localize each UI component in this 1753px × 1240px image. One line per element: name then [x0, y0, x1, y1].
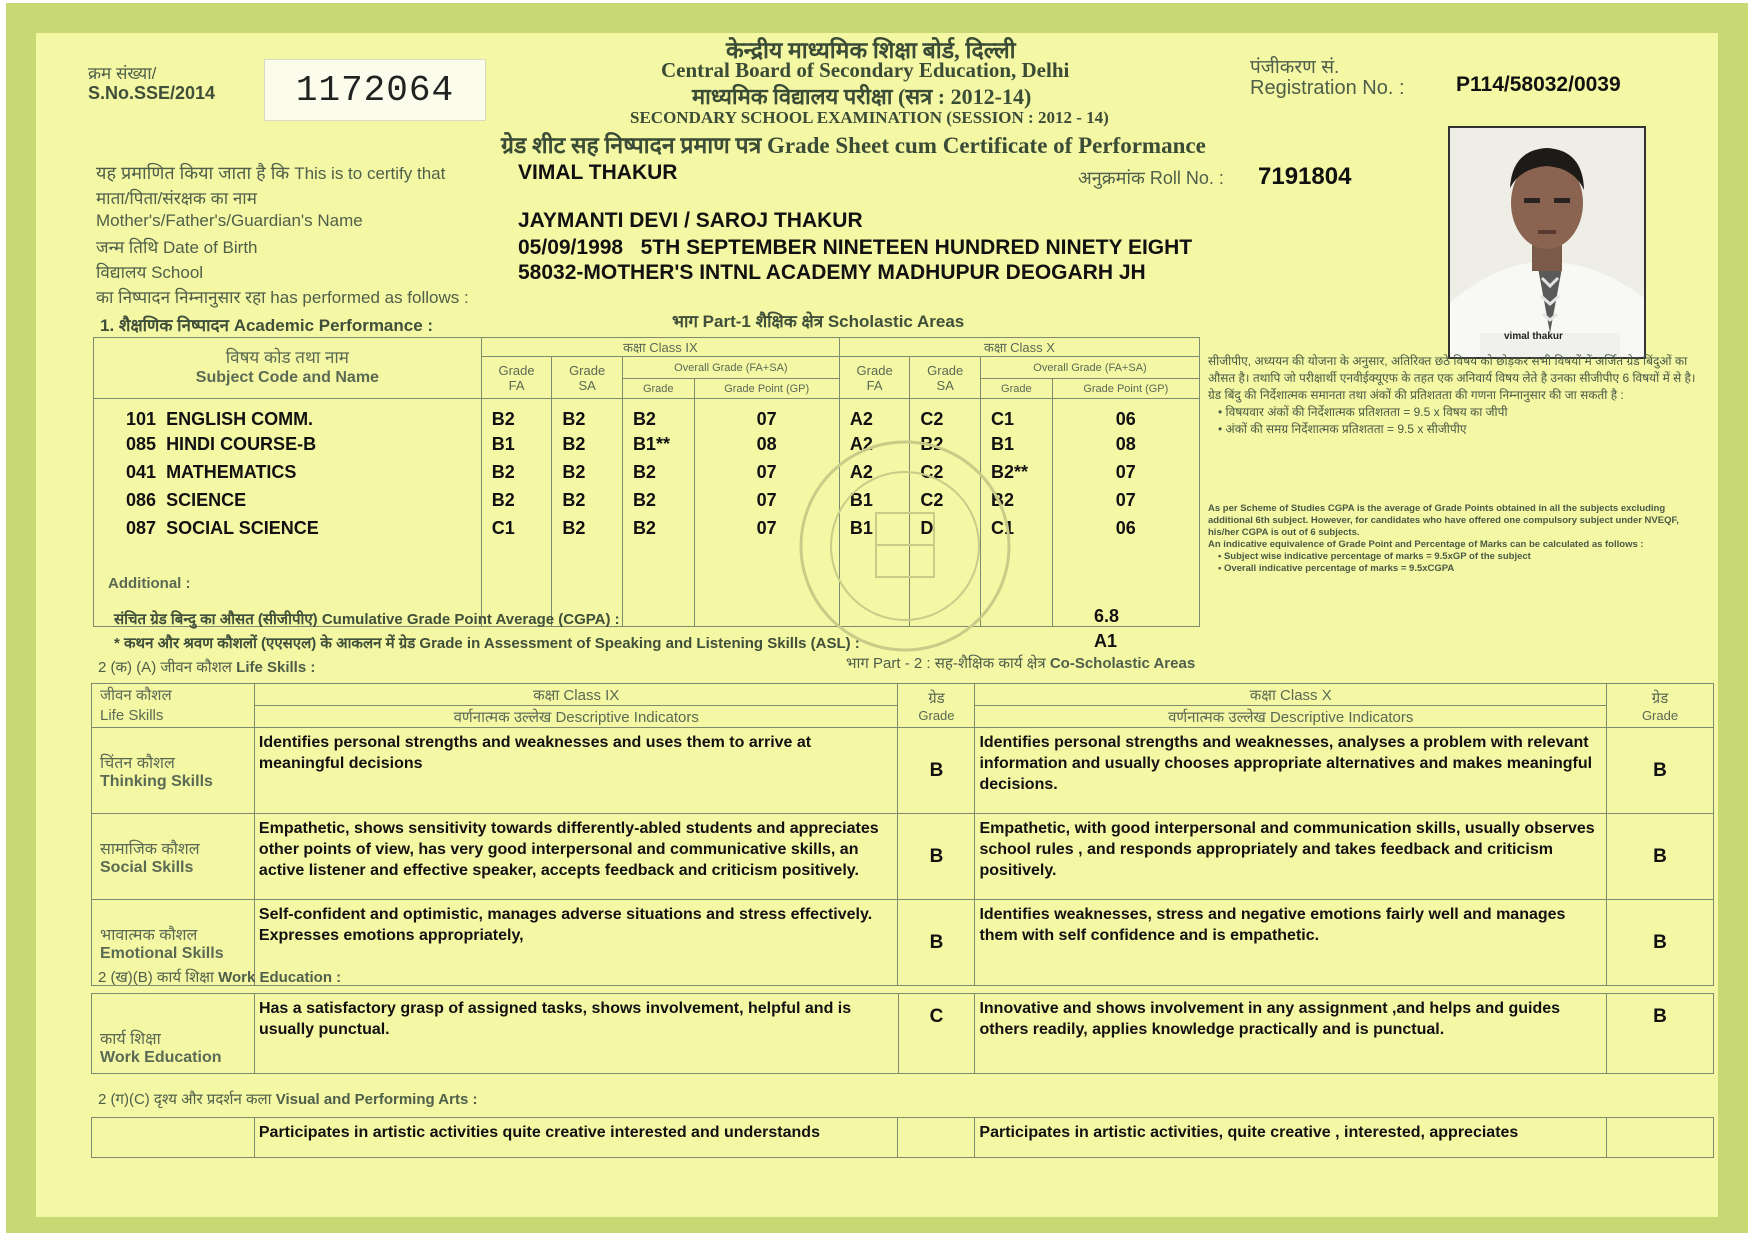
grade-class10: B	[1607, 728, 1714, 814]
grade-cell: B2	[552, 514, 623, 542]
grade-label: Grade	[927, 362, 964, 378]
subject-col-en: Subject Code and Name	[195, 369, 379, 386]
grade-cell: B2**	[981, 458, 1053, 486]
skill-label-en: Emotional Skills	[100, 944, 224, 962]
table-row	[94, 399, 1200, 431]
class9-gp-header: Grade Point (GP)	[694, 379, 839, 399]
class9-header: कक्षा Class IX	[481, 338, 839, 357]
grade-cell: C2	[910, 458, 981, 486]
part1-hi: भाग	[672, 312, 698, 331]
gp-cell: 07	[1052, 486, 1199, 514]
cbse-watermark-emblem	[794, 435, 1016, 657]
subject-name: SCIENCE	[166, 489, 247, 510]
subject-code: 087	[126, 517, 157, 538]
descriptor-class10: Empathetic, with good interpersonal and communication skills, usually observes school rules , and responds appropriately and takes feedback and criticism positively.	[975, 814, 1607, 900]
life-skills-table	[91, 683, 1714, 986]
grade-cell: B2	[622, 486, 694, 514]
grade-class10: B	[1607, 814, 1714, 900]
part1-hi2: शैक्षिक क्षेत्र	[755, 312, 824, 331]
board-name-en: Central Board of Secondary Education, Delhi	[661, 58, 1070, 82]
registration-label-en: Registration No. :	[1250, 77, 1405, 99]
subject-name: ENGLISH COMM.	[166, 409, 314, 429]
academic-heading	[100, 313, 433, 336]
parent-label-en: Mother's/Father's/Guardian's Name	[96, 211, 363, 230]
grade-class9: B	[898, 900, 975, 986]
grade-class9: B	[898, 728, 975, 814]
table-row	[94, 430, 1200, 458]
arts-table	[91, 1117, 1714, 1158]
subject-name: HINDI COURSE-B	[166, 433, 317, 454]
co-desc10-header	[975, 706, 1607, 728]
grade-cell: A2	[839, 399, 910, 431]
skill-label	[92, 728, 255, 814]
gp-cell: 08	[1052, 430, 1199, 458]
class9-sa-header	[552, 357, 623, 399]
board-name-hi: केन्द्रीय माध्यमिक शिक्षा बोर्ड, दिल्ली	[726, 38, 1016, 63]
candidate-name: VIMAL THAKUR	[518, 161, 678, 184]
subject-col-hi: विषय कोड तथा नाम	[225, 348, 349, 367]
class10-overall-header: Overall Grade (FA+SA)	[981, 357, 1200, 379]
grade-cell: B2	[552, 430, 623, 458]
portrait-image	[1450, 128, 1644, 357]
gp-cell: 08	[694, 430, 839, 458]
life-skills-heading	[98, 657, 315, 677]
skill-label-hi: चिंतन कौशल	[100, 754, 175, 772]
roll-label-en: Roll No. :	[1149, 168, 1224, 188]
note-en-1: As per Scheme of Studies CGPA is the average of Grade Points obtained in all the subjects excluding additional 6th subject. However, for candidates who have offered one compulsory subject under NVEQF, his/her CGPA is out of 6 subjects.	[1208, 503, 1679, 538]
exam-name-hi: माध्यमिक विद्यालय परीक्षा (सत्र : 2012-14)	[692, 84, 1032, 109]
cgpa-label-hi: संचित ग्रेड बिन्दु का औसत (सीजीपीए)	[114, 611, 318, 628]
subject-cell	[94, 514, 482, 542]
note-en-2: An indicative equivalence of Grade Point and Percentage of Marks can be calculated as follows :	[1208, 539, 1644, 550]
school-label-en: School	[151, 263, 204, 282]
cgpa-label-en: Cumulative Grade Point Average (CGPA) :	[321, 611, 620, 628]
sa-label: SA	[936, 377, 954, 393]
roll-label	[1078, 166, 1224, 190]
class10-gp-header: Grade Point (GP)	[1052, 379, 1199, 399]
candidate-photo	[1448, 126, 1646, 359]
desc-hi: वर्णनात्मक उल्लेख	[453, 708, 552, 726]
grade-cell: B2	[481, 399, 552, 431]
descriptor-class10: Identifies weaknesses, stress and negative emotions fairly well and manages them with self confidence and is empathetic.	[975, 900, 1607, 986]
descriptor-class9: Self-confident and optimistic, manages adverse situations and stress effectively. Expresses emotions appropriately,	[254, 900, 898, 986]
dob-label	[96, 235, 258, 258]
table-row	[92, 728, 1714, 814]
work-heading-en: Work Education :	[218, 969, 342, 986]
arts-heading	[98, 1089, 477, 1109]
table-row	[94, 486, 1200, 514]
subject-code: 085	[126, 433, 157, 454]
grade-cell: B1	[981, 430, 1053, 458]
desc-en: Descriptive Indicators	[555, 708, 699, 726]
grade-cell: C2	[910, 486, 981, 514]
grade-cell: B2	[481, 486, 552, 514]
part1-heading	[672, 309, 964, 332]
arts-label	[92, 1118, 255, 1158]
serial-number: 1172064	[264, 59, 486, 121]
grade-cell: B2	[981, 486, 1053, 514]
skill-label-en: Social Skills	[100, 858, 194, 876]
document-title	[501, 128, 1206, 160]
grade-cell: B1**	[622, 430, 694, 458]
notes-english	[1208, 503, 1708, 575]
work-grade-class9: C	[898, 994, 975, 1074]
work-education-heading	[98, 967, 341, 987]
life-col-en: Life Skills	[100, 706, 164, 724]
grade-cell: B1	[839, 486, 910, 514]
gp-cell: 07	[694, 486, 839, 514]
note-hi-4: अंकों की समग्र निर्देशात्मक प्रतिशतता = 9.5 x सीजीपीए	[1225, 422, 1467, 436]
performed-hi: का निष्पादन निम्नानुसार रहा	[96, 288, 266, 307]
academic-table	[93, 337, 1200, 627]
academic-heading-en: Academic Performance :	[233, 316, 434, 335]
registration-number: P114/58032/0039	[1456, 73, 1621, 96]
cgpa-label	[114, 609, 620, 629]
notes-hindi	[1208, 353, 1708, 438]
grade-cell: B2	[910, 430, 981, 458]
note-hi-3-item: • विषयवार अंकों की निर्देशात्मक प्रतिशतता = 9.5 x विषय का जीपी	[1218, 405, 1508, 419]
grade-cell: B1	[481, 430, 552, 458]
asl-value: A1	[1094, 631, 1118, 651]
academic-heading-hi: 1. शैक्षणिक निष्पादन	[100, 316, 229, 335]
fa-label: FA	[866, 377, 883, 393]
skill-label-hi: सामाजिक कौशल	[100, 840, 200, 858]
photo-signature: vimal thakur	[1504, 331, 1563, 342]
grade-cell: D	[910, 514, 981, 542]
certify-line	[96, 161, 445, 185]
grade-cell: C1	[481, 514, 552, 542]
roll-label-hi: अनुक्रमांक	[1078, 168, 1145, 188]
work-label-en: Work Education	[100, 1049, 222, 1066]
class10-grade-header: Grade	[981, 379, 1053, 399]
gp-cell: 07	[1052, 458, 1199, 486]
grade-label: Grade	[498, 362, 535, 378]
grade-label: Grade	[569, 362, 606, 378]
table-row	[94, 514, 1200, 542]
grade-cell: A2	[839, 430, 910, 458]
desc-hi: वर्णनात्मक उल्लेख	[1168, 708, 1266, 726]
asl-label-en: Grade in Assessment of Speaking and Listening Skills (ASL) :	[419, 635, 860, 652]
subject-col-header	[94, 338, 482, 399]
gp-cell: 07	[694, 399, 839, 431]
grade-cell: A2	[839, 458, 910, 486]
table-row	[92, 814, 1714, 900]
grade-class10: B	[1607, 900, 1714, 986]
empty-cell	[622, 542, 694, 626]
grade-cell: B1	[839, 514, 910, 542]
life-col-hi: जीवन कौशल	[100, 686, 172, 704]
sa-label: SA	[578, 377, 596, 393]
parent-label-hi: माता/पिता/संरक्षक का नाम	[96, 189, 257, 208]
grade-class9: B	[898, 814, 975, 900]
gp-cell: 07	[694, 458, 839, 486]
life-skills-heading-hi: 2 (क) (A) जीवन कौशल	[98, 659, 232, 676]
subject-cell	[94, 430, 482, 458]
work-education-table	[91, 993, 1714, 1074]
cgpa-value: 6.8	[1094, 606, 1120, 626]
note-en-4-item: • Overall indicative percentage of marks = 9.5xCGPA	[1218, 563, 1455, 574]
grade-cell: C1	[981, 399, 1053, 431]
class10-sa-header	[910, 357, 981, 399]
part1-en2: Scholastic Areas	[827, 312, 965, 331]
part1-en: Part-1	[702, 312, 751, 331]
grade-cell: C2	[910, 399, 981, 431]
dob-label-hi: जन्म तिथि	[96, 238, 159, 257]
class10-header: कक्षा Class X	[839, 338, 1199, 357]
gp-cell: 07	[694, 514, 839, 542]
document-title-en: Grade Sheet cum Certificate of Performance	[767, 133, 1206, 158]
table-row	[92, 994, 1714, 1074]
grade-cell: B2	[622, 514, 694, 542]
asl-label	[114, 633, 860, 653]
grade-cell: B2	[552, 399, 623, 431]
co-grade9-header	[898, 684, 975, 728]
co-class9-header: कक्षा Class IX	[254, 684, 898, 706]
registration-label-hi: पंजीकरण सं.	[1250, 57, 1340, 78]
descriptor-class10: Identifies personal strengths and weaknesses, analyses a problem with relevant information and usually chooses appropriate alternatives and makes meaningful decisions.	[975, 728, 1607, 814]
grade-cell: C1	[981, 514, 1053, 542]
additional-label: Additional :	[94, 542, 482, 626]
arts-grade-class9	[898, 1118, 975, 1158]
gp-cell: 06	[1052, 514, 1199, 542]
arts-descriptor-class9: Participates in artistic activities quite creative interested and understands	[254, 1118, 898, 1158]
subject-code: 101	[126, 409, 157, 429]
arts-descriptor-class10: Participates in artistic activities, quite creative , interested, appreciates	[975, 1118, 1607, 1158]
note-hi-2: ग्रेड बिंदु की निर्देशात्मक समानता तथा अंकों की प्रतिशतता की गणना निम्नानुसार की जा सकती है :	[1208, 388, 1624, 402]
desc-en: Descriptive Indicators	[1269, 708, 1414, 726]
note-en-3-item: • Subject wise indicative percentage of marks = 9.5xGP of the subject	[1218, 551, 1531, 562]
class9-fa-header	[481, 357, 552, 399]
dob-label-en: Date of Birth	[163, 238, 258, 257]
serial-label-en: S.No.SSE/2014	[88, 83, 216, 103]
co-class10-header: कक्षा Class X	[975, 684, 1607, 706]
work-grade-class10: B	[1607, 994, 1714, 1074]
certificate-sheet	[6, 3, 1748, 1233]
skill-label-en: Thinking Skills	[100, 772, 213, 790]
school-label	[96, 260, 203, 283]
note-hi-3: विषयवार अंकों की निर्देशात्मक प्रतिशतता = 9.5 x विषय का जीपी	[1225, 405, 1508, 419]
descriptor-class9: Identifies personal strengths and weaknesses and uses them to arrive at meaningful decisions	[254, 728, 898, 814]
subject-code: 086	[126, 489, 157, 510]
life-skills-heading-en: Life Skills :	[236, 659, 316, 676]
part2-heading	[846, 653, 1195, 673]
co-desc9-header	[254, 706, 898, 728]
serial-label-hi: क्रम संख्या/	[88, 64, 157, 83]
grade-en: Grade	[1641, 708, 1679, 723]
subject-cell	[94, 458, 482, 486]
grade-cell: B2	[552, 458, 623, 486]
work-descriptor-class10: Innovative and shows involvement in any assignment ,and helps and guides others readily, applies knowledge practically and is punctual.	[975, 994, 1607, 1074]
note-en-4: Overall indicative percentage of marks = 9.5xCGPA	[1223, 563, 1455, 574]
grade-cell: B2	[552, 486, 623, 514]
certify-hi: यह प्रमाणित किया जाता है कि	[96, 163, 290, 183]
subject-code: 041	[126, 461, 157, 482]
note-hi-1: सीजीपीए, अध्ययन की योजना के अनुसार, अतिरिक्त छठे विषय को छोड़कर सभी विषयों में अर्जित ग्रेड बिंदुओं का औसत है। तथापि जो परीक्षार्थी एनवीईक्यूएफ के तहत एक अनिवार्य विषय लेते है उनका सीजीपीए 6 विषयों में से है।	[1208, 354, 1696, 385]
grade-hi: ग्रेड	[928, 690, 945, 707]
arts-heading-hi: 2 (ग)(C) दृश्य और प्रदर्शन कला	[98, 1091, 272, 1108]
work-label-hi: कार्य शिक्षा	[100, 1031, 161, 1048]
grade-cell: B2	[622, 458, 694, 486]
table-row	[92, 1118, 1714, 1158]
arts-heading-en: Visual and Performing Arts :	[275, 1091, 478, 1108]
part2-hi: भाग Part - 2 : सह-शैक्षिक कार्य क्षेत्र	[846, 655, 1046, 672]
class10-fa-header	[839, 357, 910, 399]
certify-en: This is to certify that	[294, 164, 446, 183]
life-skills-col-header	[92, 684, 255, 728]
grade-label: Grade	[856, 362, 893, 378]
parent-name: JAYMANTI DEVI / SAROJ THAKUR	[518, 209, 863, 232]
asl-label-hi: * कथन और श्रवण कौशलों (एएसएल) के आकलन में ग्रेड	[114, 635, 416, 652]
grade-cell: B2	[622, 399, 694, 431]
date-of-birth: 05/09/1998 5TH SEPTEMBER NINETEEN HUNDRED NINETY EIGHT	[518, 236, 1193, 259]
roll-number: 7191804	[1258, 163, 1352, 190]
school-label-hi: विद्यालय	[96, 263, 147, 282]
exam-name-en: SECONDARY SCHOOL EXAMINATION (SESSION : 2012 - 14)	[630, 108, 1109, 127]
empty-cell	[1052, 542, 1199, 626]
performed-en: has performed as follows :	[270, 288, 469, 307]
arts-grade-class10	[1607, 1118, 1714, 1158]
class9-grade-header: Grade	[622, 379, 694, 399]
fa-label: FA	[508, 377, 525, 393]
skill-label	[92, 814, 255, 900]
subject-cell	[94, 399, 482, 431]
table-row	[94, 458, 1200, 486]
document-title-hi: ग्रेड शीट सह निष्पादन प्रमाण पत्र	[501, 133, 762, 158]
co-grade10-header	[1607, 684, 1714, 728]
work-label	[92, 994, 255, 1074]
subject-cell	[94, 486, 482, 514]
descriptor-class9: Empathetic, shows sensitivity towards differently-abled students and appreciates other points of view, has very good interpersonal and communicative skills, an active listener and effective speaker, accepts feedback and criticism positively.	[254, 814, 898, 900]
gp-cell: 06	[1052, 399, 1199, 431]
grade-en: Grade	[918, 708, 955, 723]
skill-label-hi: भावात्मक कौशल	[100, 926, 198, 944]
school-name: 58032-MOTHER'S INTNL ACADEMY MADHUPUR DEOGARH JH	[518, 261, 1146, 284]
subject-name: MATHEMATICS	[166, 461, 297, 482]
performed-line	[96, 285, 469, 308]
note-en-3: Subject wise indicative percentage of marks = 9.5xGP of the subject	[1223, 551, 1531, 562]
grade-cell: B2	[481, 458, 552, 486]
subject-name: SOCIAL SCIENCE	[166, 517, 319, 538]
work-descriptor-class9: Has a satisfactory grasp of assigned tasks, shows involvement, helpful and is usually punctual.	[254, 994, 898, 1074]
work-heading-hi: 2 (ख)(B) कार्य शिक्षा	[98, 969, 214, 986]
note-hi-4-item: • अंकों की समग्र निर्देशात्मक प्रतिशतता = 9.5 x सीजीपीए	[1218, 422, 1467, 436]
grade-hi: ग्रेड	[1651, 690, 1669, 707]
part2-en: Co-Scholastic Areas	[1049, 655, 1196, 672]
class9-overall-header: Overall Grade (FA+SA)	[622, 357, 839, 379]
